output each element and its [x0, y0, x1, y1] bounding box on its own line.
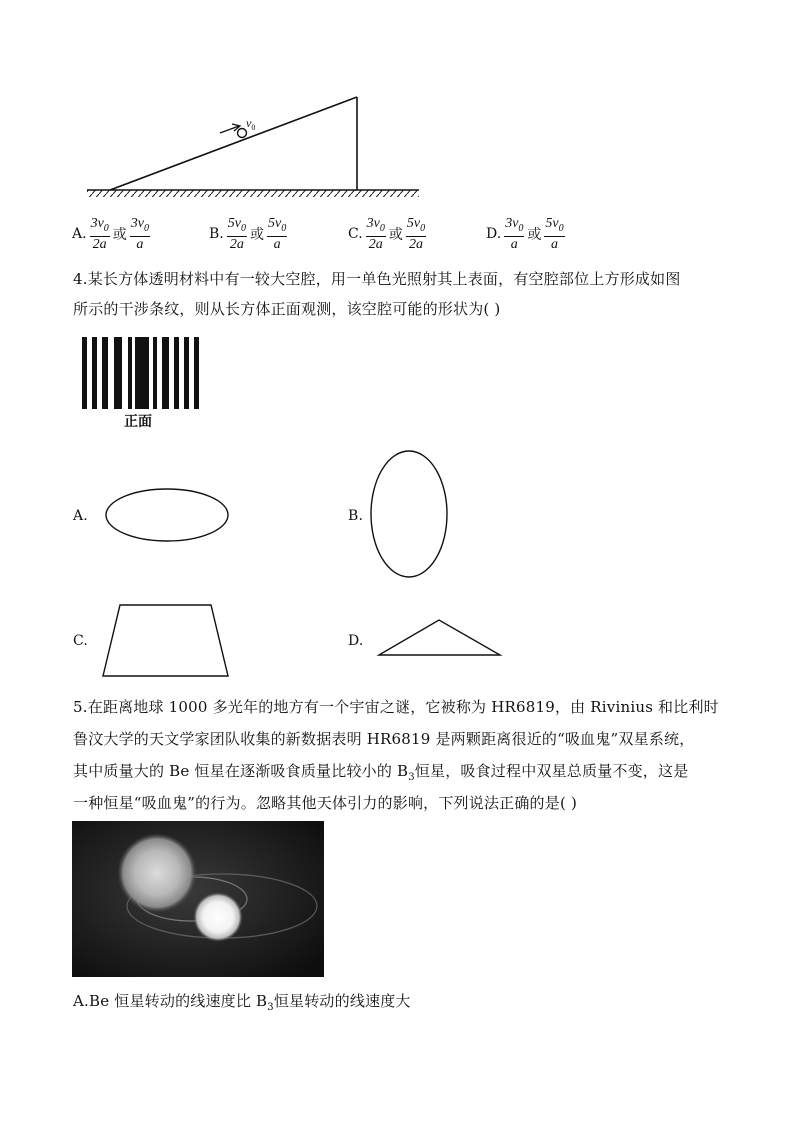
fraction: $\frac{3v_0}{2a}$: [366, 216, 385, 252]
q3-option-b[interactable]: B. $\frac{5v_0}{2a}$ 或 $\frac{5v_0}{a}$: [209, 216, 287, 252]
incline-slope: [110, 97, 357, 190]
option-label: A.: [72, 225, 87, 242]
option-label: D.: [486, 225, 502, 242]
q4-text-line-2: 所示的干涉条纹，则从长方体正面观测，该空腔可能的形状为( ): [73, 300, 501, 318]
triangle-shape: [376, 616, 504, 658]
ground: [87, 190, 419, 197]
fraction: $\frac{3v_0}{2a}$: [90, 216, 109, 252]
horizontal-ellipse-shape: [102, 485, 232, 545]
q5-text-line-1: 5.在距离地球 1000 多光年的地方有一个宇宙之谜，它被称为 HR6819，由 Rivinius 和比利时: [73, 698, 719, 716]
q4-option-d-label[interactable]: D.: [348, 633, 364, 649]
q4-text-line-1: 4.某长方体透明材料中有一较大空腔，用一单色光照射其上表面，有空腔部位上方形成如图: [73, 270, 681, 288]
vertical-ellipse-shape: [366, 448, 452, 582]
fraction: $\frac{3v_0}{a}$: [130, 216, 149, 252]
q3-option-a[interactable]: A. $\frac{3v_0}{2a}$ 或 $\frac{3v_0}{a}$: [72, 216, 149, 252]
q5-text-line-4: 一种恒星“吸血鬼”的行为。忽略其他天体引力的影响，下列说法正确的是( ): [73, 794, 578, 812]
q4-option-c-label[interactable]: C.: [73, 633, 89, 649]
q3-option-c[interactable]: C. $\frac{3v_0}{2a}$ 或 $\frac{5v_0}{2a}$: [348, 216, 426, 252]
option-label: B.: [209, 225, 224, 242]
fraction: $\frac{5v_0}{a}$: [267, 216, 287, 252]
q5-option-a[interactable]: A.Be 恒星转动的线速度比 $B_3$恒星转动的线速度大: [73, 992, 411, 1013]
q3-option-d[interactable]: D. $\frac{3v_0}{a}$ 或 $\frac{5v_0}{a}$: [486, 216, 564, 252]
q5-text-line-2: 鲁汶大学的天文学家团队收集的新数据表明 HR6819 是两颗距离很近的“吸血鬼”双星系统，: [73, 730, 695, 748]
fringe-caption: 正面: [124, 414, 152, 430]
fraction: $\frac{5v_0}{2a}$: [406, 216, 426, 252]
trapezoid-shape: [100, 602, 232, 680]
q4-option-b-label[interactable]: B.: [348, 508, 364, 524]
fraction: $\frac{3v_0}{a}$: [505, 216, 524, 252]
fraction: $\frac{5v_0}{2a}$: [227, 216, 246, 252]
interference-fringes: [82, 337, 202, 409]
incline-diagram: [85, 90, 425, 202]
fraction: $\frac{5v_0}{a}$: [545, 216, 564, 252]
large-star: [117, 833, 197, 913]
binary-star-image: [72, 821, 324, 977]
q4-option-a-label[interactable]: A.: [73, 508, 88, 524]
velocity-label: $v_0$: [246, 116, 256, 132]
q5-text-line-3: 其中质量大的 Be 恒星在逐渐吸食质量比较小的 $B_3$恒星，吸食过程中双星总质量不变，这是: [73, 762, 689, 783]
option-label: C.: [348, 225, 363, 242]
small-star: [193, 892, 243, 942]
